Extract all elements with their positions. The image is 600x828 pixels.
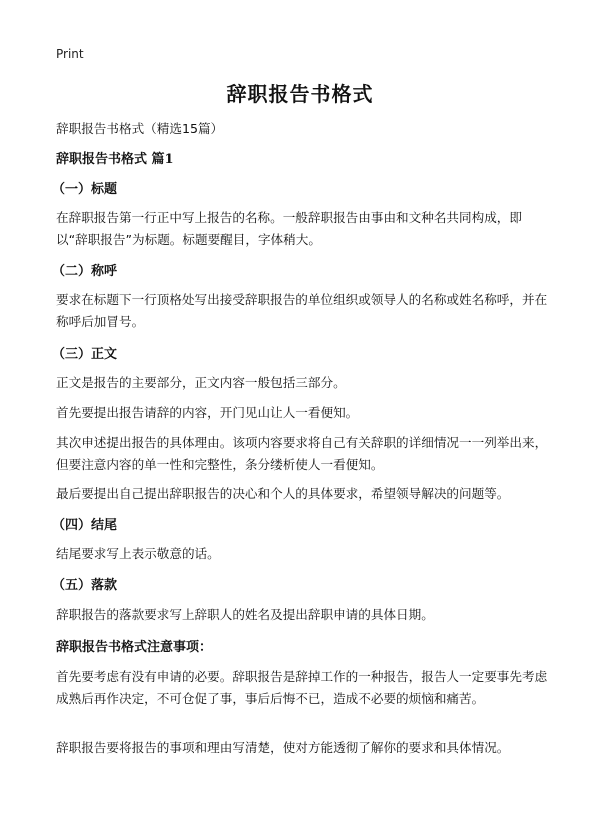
paragraph-body-intro: 正文是报告的主要部分，正文内容一般包括三部分。 [56, 375, 346, 390]
paragraph-ending-desc: 结尾要求写上表示敬意的话。 [56, 546, 220, 561]
print-link[interactable]: Print [56, 47, 84, 61]
paragraph-body-second: 其次申述提出报告的具体理由。该项内容要求将自己有关辞职的详细情况一一列举出来，但要注意内容的单一性和完整性，条分缕析使人一看便知。 [56, 435, 548, 472]
section-heading-pian1: 辞职报告书格式 篇1 [56, 152, 174, 167]
paragraph-body-last: 最后要提出自己提出辞职报告的决心和个人的具体要求，希望领导解决的问题等。 [56, 486, 510, 501]
page-title: 辞职报告书格式 [226, 82, 374, 106]
paragraph-signature-desc: 辞职报告的落款要求写上辞职人的姓名及提出辞职申请的具体日期。 [56, 607, 434, 622]
heading-body-section: （三）正文 [52, 347, 118, 362]
subtitle-text: 辞职报告书格式（精选15篇） [56, 121, 224, 136]
heading-ending-section: （四）结尾 [52, 518, 118, 533]
heading-signature-section: （五）落款 [52, 578, 118, 593]
heading-title-section: （一）标题 [52, 182, 118, 197]
heading-notes: 辞职报告书格式注意事项： [56, 640, 213, 655]
paragraph-notes-first: 首先要考虑有没有申请的必要。辞职报告是辞掉工作的一种报告，报告人一定要事先考虑成熟后再作决定，不可仓促了事，事后后悔不已，造成不必要的烦恼和痛苦。 [56, 669, 548, 706]
paragraph-salutation-desc: 要求在标题下一行顶格处写出接受辞职报告的单位组织或领导人的名称或姓名称呼，并在称呼后加冒号。 [56, 292, 548, 329]
paragraph-notes-second: 辞职报告要将报告的事项和理由写清楚，使对方能透彻了解你的要求和具体情况。 [56, 740, 510, 755]
paragraph-title-desc: 在辞职报告第一行正中写上报告的名称。一般辞职报告由事由和文种名共同构成，即以“辞职报告”为标题。标题要醒目，字体稍大。 [56, 210, 522, 247]
paragraph-body-first: 首先要提出报告请辞的内容，开门见山让人一看便知。 [56, 405, 359, 420]
heading-salutation-section: （二）称呼 [52, 264, 118, 279]
